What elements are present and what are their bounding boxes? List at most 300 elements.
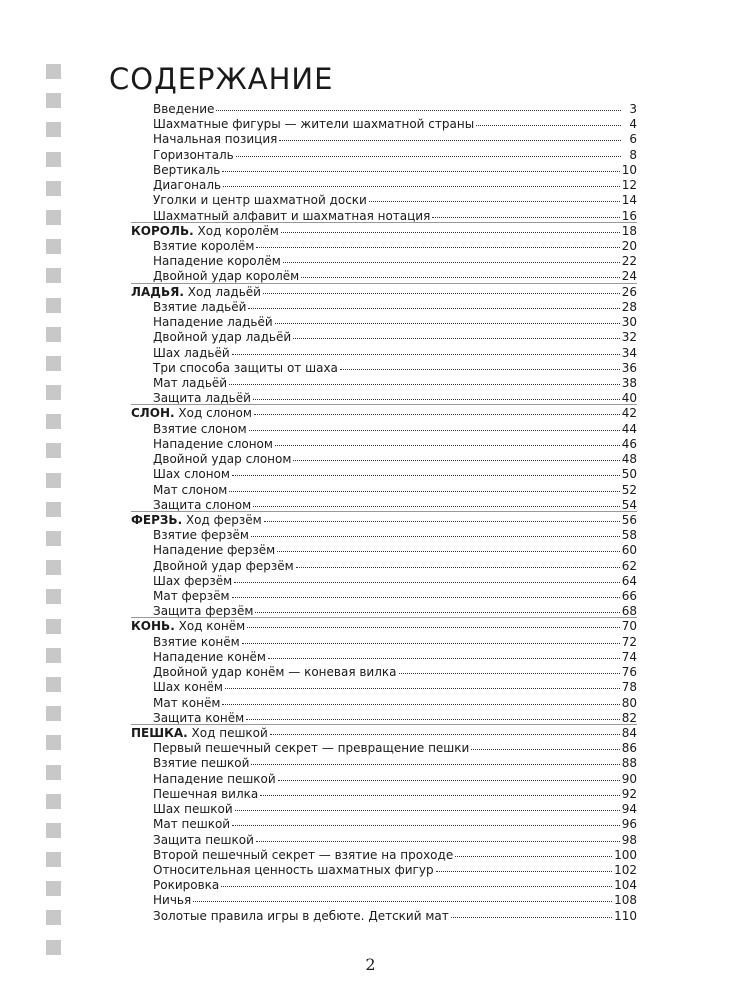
toc-page-number: 90	[621, 771, 637, 786]
dot-leader	[436, 871, 613, 872]
toc-section-name: ФЕРЗЬ.	[131, 512, 183, 527]
toc-page-number: 12	[621, 178, 637, 193]
toc-page-number: 30	[621, 315, 637, 330]
dot-leader	[432, 217, 619, 218]
toc-entry-title	[153, 376, 227, 391]
toc-page-number: 100	[614, 847, 637, 862]
toc-entry[interactable]	[153, 559, 637, 574]
toc-entry-title	[153, 696, 220, 711]
toc-entry-text: Ход пешкой	[191, 726, 268, 741]
side-square	[46, 210, 61, 225]
side-square	[46, 765, 61, 780]
dot-leader	[277, 551, 620, 552]
toc-entry-title	[153, 300, 246, 315]
section-divider	[131, 404, 637, 405]
toc-entry-title	[153, 680, 223, 695]
toc-page-number: 74	[621, 649, 637, 664]
toc-section-row[interactable]	[131, 406, 637, 421]
dot-leader	[254, 414, 620, 415]
side-square	[46, 940, 61, 955]
side-square	[46, 356, 61, 371]
toc-entry[interactable]	[153, 117, 637, 132]
toc-page-number: 110	[614, 908, 637, 923]
toc-entry-title	[153, 909, 449, 924]
toc-entry[interactable]	[153, 452, 637, 467]
toc-page-number: 50	[621, 467, 637, 482]
toc-section-row[interactable]	[131, 224, 637, 239]
toc-entry[interactable]	[153, 178, 637, 193]
toc-entry-title	[153, 589, 230, 604]
toc-entry-text: Мат слоном	[153, 482, 228, 497]
dot-leader	[251, 536, 620, 537]
dot-leader	[216, 110, 621, 111]
toc-section-row[interactable]	[131, 285, 637, 300]
toc-entry[interactable]	[153, 300, 637, 315]
toc-page-number: 44	[621, 421, 637, 436]
side-square	[46, 560, 61, 575]
side-square	[46, 881, 61, 896]
toc-section-row[interactable]	[131, 726, 637, 741]
toc-entry-text: Защита слоном	[153, 497, 252, 512]
toc-entry-title	[153, 802, 233, 817]
toc-entry-text: Ход слоном	[178, 406, 252, 421]
toc-entry[interactable]	[153, 163, 637, 178]
toc-entry-title	[153, 132, 277, 147]
toc-entry-text: Диагональ	[153, 178, 222, 193]
side-square	[46, 823, 61, 838]
toc-entry-text: Горизонталь	[153, 147, 234, 162]
toc-entry-text: Двойной удар ладьёй	[153, 330, 292, 345]
toc-entry[interactable]	[153, 893, 637, 908]
toc-page-number: 26	[621, 284, 637, 299]
dot-leader	[369, 201, 620, 202]
toc-entry-title	[153, 665, 397, 680]
toc-entry-text: Мат ладьёй	[153, 375, 228, 390]
toc-entry[interactable]	[153, 848, 637, 863]
toc-page-number: 84	[621, 726, 637, 741]
toc-entry[interactable]	[153, 635, 637, 650]
toc-entry-title	[153, 346, 230, 361]
toc-entry[interactable]	[153, 756, 637, 771]
toc-entry-text: Защита конём	[153, 710, 245, 725]
toc-entry[interactable]	[153, 680, 637, 695]
toc-page-number: 104	[614, 878, 637, 893]
dot-leader	[234, 582, 620, 583]
toc-entry-title	[153, 452, 291, 467]
toc-entry-text: Ход королём	[197, 223, 279, 238]
toc-entry-title	[153, 650, 266, 665]
toc-page-number: 68	[621, 604, 637, 619]
toc-page-number: 64	[621, 573, 637, 588]
side-square	[46, 910, 61, 925]
toc-entry-title	[153, 178, 221, 193]
side-square	[46, 648, 61, 663]
toc-page-number: 76	[621, 665, 637, 680]
toc-entry-text: Относительная ценность шахматных фигур	[153, 863, 434, 877]
side-square	[46, 385, 61, 400]
toc-page-number: 20	[621, 238, 637, 253]
toc-entry-text: Шах слоном	[153, 467, 230, 482]
toc-entry-text: Взятие пешкой	[153, 756, 250, 771]
toc-entry-title	[153, 467, 230, 482]
toc-entry-text: Ход конём	[178, 619, 246, 634]
toc-entry-text: Нападение конём	[153, 649, 266, 664]
side-square	[46, 122, 61, 137]
dot-leader	[222, 171, 619, 172]
toc-entry[interactable]	[153, 802, 637, 817]
side-square	[46, 443, 61, 458]
toc-page-number: 34	[621, 345, 637, 360]
toc-entry-title	[153, 422, 247, 437]
side-square	[46, 298, 61, 313]
side-decoration	[46, 64, 61, 969]
toc-entry[interactable]	[153, 376, 637, 391]
toc-entry-text: Двойной удар слоном	[153, 452, 292, 467]
dot-leader	[451, 917, 612, 918]
dot-leader	[476, 125, 621, 126]
dot-leader	[232, 597, 620, 598]
toc-entry-text: Шах пешкой	[153, 802, 233, 817]
dot-leader	[253, 399, 620, 400]
toc-entry[interactable]	[153, 543, 637, 558]
toc-entry[interactable]	[153, 193, 637, 208]
dot-leader	[263, 293, 620, 294]
toc-page-number: 80	[621, 695, 637, 710]
toc-page-number: 22	[621, 254, 637, 269]
dot-leader	[296, 567, 620, 568]
toc-entry-title	[131, 285, 261, 300]
toc-entry[interactable]	[153, 148, 637, 163]
toc-page-number: 38	[621, 375, 637, 390]
toc-entry-text: Мат пешкой	[153, 817, 231, 832]
toc-entry[interactable]	[153, 132, 637, 147]
toc-entry-text: Второй пешечный секрет — взятие на проходе	[153, 847, 454, 862]
toc-entry-text: Двойной удар ферзём	[153, 558, 294, 573]
toc-entry[interactable]	[153, 422, 637, 437]
dot-leader	[236, 156, 621, 157]
toc-entry-title	[153, 483, 227, 498]
toc-page-number: 78	[621, 680, 637, 695]
toc-entry-title	[153, 330, 291, 345]
toc-entry-text: Мат ферзём	[153, 589, 230, 604]
side-square	[46, 239, 61, 254]
dot-leader	[293, 338, 620, 339]
toc-entry-text: Пешечная вилка	[153, 786, 259, 801]
toc-entry-text: Шах ладьёй	[153, 345, 230, 360]
toc-entry-text: Начальная позиция	[153, 132, 278, 147]
side-square	[46, 589, 61, 604]
toc-page-number: 54	[621, 497, 637, 512]
toc-page-number: 96	[621, 817, 637, 832]
toc-page-number: 56	[621, 512, 637, 527]
dot-leader	[399, 673, 620, 674]
side-square	[46, 502, 61, 517]
toc-entry-title	[153, 117, 474, 132]
side-square	[46, 181, 61, 196]
toc-section-name: СЛОН.	[131, 406, 175, 421]
toc-entry-title	[153, 741, 469, 756]
toc-entry-title	[153, 163, 220, 178]
toc-entry[interactable]	[153, 589, 637, 604]
dot-leader	[471, 749, 619, 750]
toc-entry[interactable]	[153, 102, 637, 117]
dot-leader	[249, 430, 620, 431]
toc-page-number: 88	[621, 756, 637, 771]
toc-entry-text: Нападение слоном	[153, 436, 273, 451]
toc-entry-title	[153, 574, 232, 589]
toc-entry-text: Ход ладьёй	[187, 284, 261, 299]
toc-page-number: 40	[621, 391, 637, 406]
toc-entry-title	[153, 787, 258, 802]
side-square	[46, 473, 61, 488]
toc-page-number: 60	[621, 543, 637, 558]
toc-entry[interactable]	[153, 346, 637, 361]
toc-page-number: 66	[621, 589, 637, 604]
toc-entry[interactable]	[153, 361, 637, 376]
toc-entry[interactable]	[153, 528, 637, 543]
toc-page-number: 62	[621, 558, 637, 573]
toc-entry-text: Защита пешкой	[153, 832, 254, 847]
dot-leader	[235, 810, 620, 811]
toc-entry-text: Нападение ладьёй	[153, 315, 273, 330]
toc-page-number: 14	[621, 193, 637, 208]
toc-entry[interactable]	[153, 787, 637, 802]
toc-entry-text: Взятие слоном	[153, 421, 247, 436]
toc-entry-text: Золотые правила игры в дебюте. Детский мат	[153, 908, 449, 923]
dot-leader	[232, 354, 620, 355]
toc-entry-title	[153, 193, 367, 208]
toc-entry-title	[153, 559, 294, 574]
dot-leader	[251, 764, 619, 765]
dot-leader	[221, 886, 612, 887]
dot-leader	[275, 323, 620, 324]
toc-page-number: 52	[621, 482, 637, 497]
side-square	[46, 93, 61, 108]
toc-entry[interactable]	[153, 665, 637, 680]
side-square	[46, 735, 61, 750]
toc-section-row[interactable]	[131, 513, 637, 528]
toc-entry-text: Три способа защиты от шаха	[153, 360, 338, 375]
toc-entry-title	[153, 543, 275, 558]
toc-entry-text: Ход ферзём	[185, 512, 262, 527]
toc-section-name: ЛАДЬЯ.	[131, 284, 184, 299]
side-square	[46, 794, 61, 809]
toc-entry-text: Защита ладьёй	[153, 391, 251, 406]
toc-page-number: 24	[621, 269, 637, 284]
toc-entry-text: Уголки и центр шахматной доски	[153, 193, 367, 208]
toc-entry-title	[131, 406, 252, 421]
side-square	[46, 327, 61, 342]
toc-page-number: 3	[629, 102, 637, 116]
toc-entry-text: Нападение королём	[153, 254, 281, 269]
dot-leader	[281, 232, 620, 233]
toc-entry-text: Нападение пешкой	[153, 771, 276, 786]
toc-entry-title	[153, 635, 240, 650]
dot-leader	[275, 445, 620, 446]
dot-leader	[278, 780, 620, 781]
toc-page-number: 92	[621, 786, 637, 801]
toc-entry[interactable]	[153, 909, 637, 924]
side-square	[46, 268, 61, 283]
dot-leader	[242, 643, 620, 644]
toc-entry-text: Мат конём	[153, 695, 221, 710]
toc-entry-title	[153, 848, 453, 863]
toc-page-number: 16	[621, 208, 637, 223]
side-square	[46, 152, 61, 167]
toc-entry[interactable]	[153, 863, 637, 878]
toc-page-number: 94	[621, 802, 637, 817]
dot-leader	[293, 460, 619, 461]
toc-entry-title	[131, 513, 262, 528]
dot-leader	[248, 308, 619, 309]
toc-entry-title	[153, 528, 249, 543]
toc-entry-text: Двойной удар конём — коневая вилка	[153, 665, 397, 680]
dot-leader	[247, 627, 620, 628]
toc-entry[interactable]	[153, 833, 637, 848]
toc-page-number: 42	[621, 406, 637, 421]
toc-entry[interactable]	[153, 315, 637, 330]
page-title: СОДЕРЖАНИЕ	[109, 62, 334, 96]
toc-entry-title	[153, 893, 191, 908]
toc-entry-title	[153, 254, 281, 269]
toc-entry-text: Шах ферзём	[153, 573, 233, 588]
dot-leader	[256, 841, 620, 842]
toc-entry-title	[153, 817, 230, 832]
toc-entry[interactable]	[153, 239, 637, 254]
toc-entry-text: Шахматные фигуры — жители шахматной страны	[153, 117, 475, 132]
section-divider	[131, 283, 637, 284]
toc-entry-text: Защита ферзём	[153, 604, 254, 619]
toc-entry-text: Рокировка	[153, 878, 220, 893]
toc-entry-text: Вертикаль	[153, 162, 221, 177]
toc-entry-text: Взятие ферзём	[153, 528, 249, 543]
dot-leader	[301, 277, 619, 278]
toc-entry-text: Шах конём	[153, 680, 223, 695]
toc-entry-text: Ничья	[153, 893, 192, 908]
toc-entry-title	[153, 239, 254, 254]
toc-page-number: 18	[621, 223, 637, 238]
toc-entry-text: Шахматный алфавит и шахматная нотация	[153, 208, 431, 223]
toc-entry[interactable]	[153, 330, 637, 345]
toc-page-number: 58	[621, 528, 637, 543]
dot-leader	[279, 140, 621, 141]
toc-entry-title	[131, 619, 245, 634]
toc-entry[interactable]	[153, 254, 637, 269]
dot-leader	[246, 719, 620, 720]
dot-leader	[232, 475, 620, 476]
toc-entry[interactable]	[153, 817, 637, 832]
toc-page-number: 72	[621, 634, 637, 649]
toc-page-number: 48	[621, 452, 637, 467]
section-divider	[131, 511, 637, 512]
toc-page-number: 4	[629, 117, 637, 132]
toc-section-name: ПЕШКА.	[131, 726, 188, 741]
dot-leader	[229, 384, 620, 385]
side-square	[46, 531, 61, 546]
toc-section-name: КОНЬ.	[131, 619, 175, 634]
dot-leader	[283, 262, 620, 263]
toc-page-number: 6	[629, 132, 637, 147]
toc-entry-text: Взятие ладьёй	[153, 299, 247, 314]
toc-page-number: 36	[621, 360, 637, 375]
toc-entry[interactable]	[153, 467, 637, 482]
toc-entry[interactable]	[153, 437, 637, 452]
section-divider	[131, 222, 637, 223]
toc-entry-title	[131, 726, 268, 741]
toc-entry[interactable]	[153, 696, 637, 711]
side-square	[46, 414, 61, 429]
dot-leader	[229, 491, 619, 492]
side-square	[46, 619, 61, 634]
toc-page-number: 82	[621, 710, 637, 725]
toc-entry-title	[153, 756, 249, 771]
toc-section-row[interactable]	[131, 619, 637, 634]
toc-page-number: 46	[621, 436, 637, 451]
toc-page-number: 10	[621, 162, 637, 177]
dot-leader	[268, 658, 620, 659]
section-divider	[131, 724, 637, 725]
dot-leader	[193, 901, 612, 902]
dot-leader	[223, 186, 620, 187]
toc-entry-title	[153, 361, 338, 376]
toc-page-number: 32	[621, 330, 637, 345]
toc-entry[interactable]	[153, 483, 637, 498]
dot-leader	[253, 506, 620, 507]
section-divider	[131, 617, 637, 618]
toc-page-number: 70	[621, 619, 637, 634]
toc-entry-title	[153, 148, 234, 163]
toc-page-number: 108	[614, 893, 637, 908]
toc-entry-text: Введение	[153, 102, 215, 116]
toc-entry[interactable]	[153, 650, 637, 665]
toc-entry[interactable]	[153, 878, 637, 893]
side-square	[46, 677, 61, 692]
toc-entry-text: Взятие королём	[153, 238, 255, 253]
dot-leader	[225, 688, 620, 689]
dot-leader	[232, 825, 620, 826]
toc-entry-title	[153, 437, 273, 452]
side-square	[46, 706, 61, 721]
toc-entry-title	[153, 315, 273, 330]
toc-page-number: 98	[621, 832, 637, 847]
dot-leader	[340, 369, 620, 370]
side-square	[46, 852, 61, 867]
toc-page-number: 28	[621, 299, 637, 314]
dot-leader	[455, 856, 612, 857]
toc-entry-title	[153, 833, 254, 848]
page-number: 2	[365, 955, 376, 974]
dot-leader	[270, 734, 620, 735]
toc-entry-text: Нападение ферзём	[153, 543, 276, 558]
toc-entry-title	[153, 102, 214, 117]
toc-entry-title	[131, 224, 279, 239]
toc-entry-text: Взятие конём	[153, 634, 240, 649]
toc-entry[interactable]	[153, 772, 637, 787]
toc-entry-title	[153, 772, 276, 787]
toc-page-number: 8	[629, 147, 637, 162]
dot-leader	[222, 704, 619, 705]
side-square	[46, 64, 61, 79]
toc-section-name: КОРОЛЬ.	[131, 223, 194, 238]
toc-entry-title	[153, 878, 219, 893]
toc-entry-text: Двойной удар королём	[153, 269, 300, 284]
dot-leader	[260, 795, 619, 796]
toc-entry[interactable]	[153, 741, 637, 756]
toc-entry[interactable]	[153, 574, 637, 589]
toc-entry-text: Первый пешечный секрет — превращение пешки	[153, 741, 470, 756]
dot-leader	[256, 247, 619, 248]
dot-leader	[264, 521, 620, 522]
